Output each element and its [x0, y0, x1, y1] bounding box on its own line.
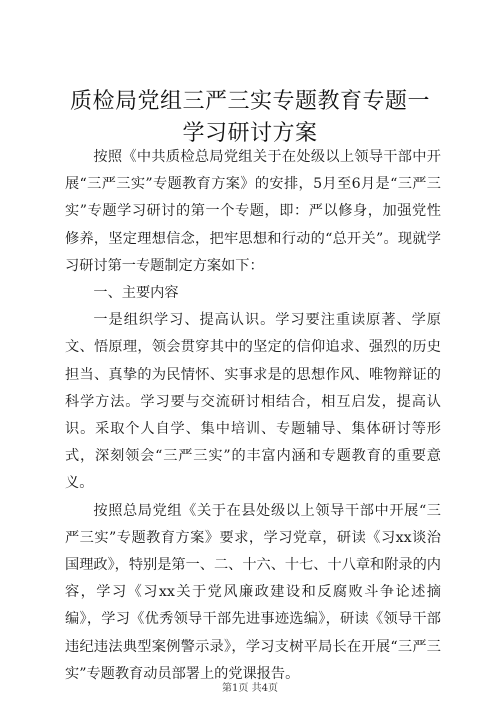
document-body	[65, 144, 441, 688]
document-title: 质检局党组三严三实专题教育专题一学习研讨方案	[69, 89, 430, 146]
page-number: 第1页 共4页	[222, 683, 278, 694]
section-heading: 一、主要内容	[93, 285, 179, 302]
paragraph-study: 一是组织学习、提高认识。学习要注重读原著、学原文、悟原理，领会贯穿其中的坚定的信仰追求、强烈的历史担当、真挚的为民情怀、实事求是的思想作风、唯物辩证的科学方法。学习要与交流研讨相结合，相互启发，提高认识。采取个人自学、集中培训、专题辅导、集体研讨等形式，深刻领会“三严三实”的丰富内涵和专题教育的重要意义。	[65, 312, 441, 492]
paragraph-requirements: 按照总局党组《关于在县处级以上领导干部中开展“三严三实”专题教育方案》要求，学习党章，研读《习xx谈治国理政》，特别是第一、二、十六、十七、十八章和附录的内容，学习《习xx关于党风廉政建设和反腐败斗争论述摘编》，学习《优秀领导干部先进事迹选编》，研读《领导干部违纪违法典型案例警示录》，学习支树平局长在开展“三严三实”专题教育动员部署上的党课报告。	[65, 502, 441, 682]
paragraph-intro: 按照《中共质检总局党组关于在处级以上领导干部中开展“三严三实”专题教育方案》的安排，5月至6月是“三严三实”专题学习研讨的第一个专题，即：严以修身，加强党性修养，坚定理想信念，把牢思想和行动的“总开关”。现就学习研讨第一专题制定方案如下：	[65, 149, 441, 274]
